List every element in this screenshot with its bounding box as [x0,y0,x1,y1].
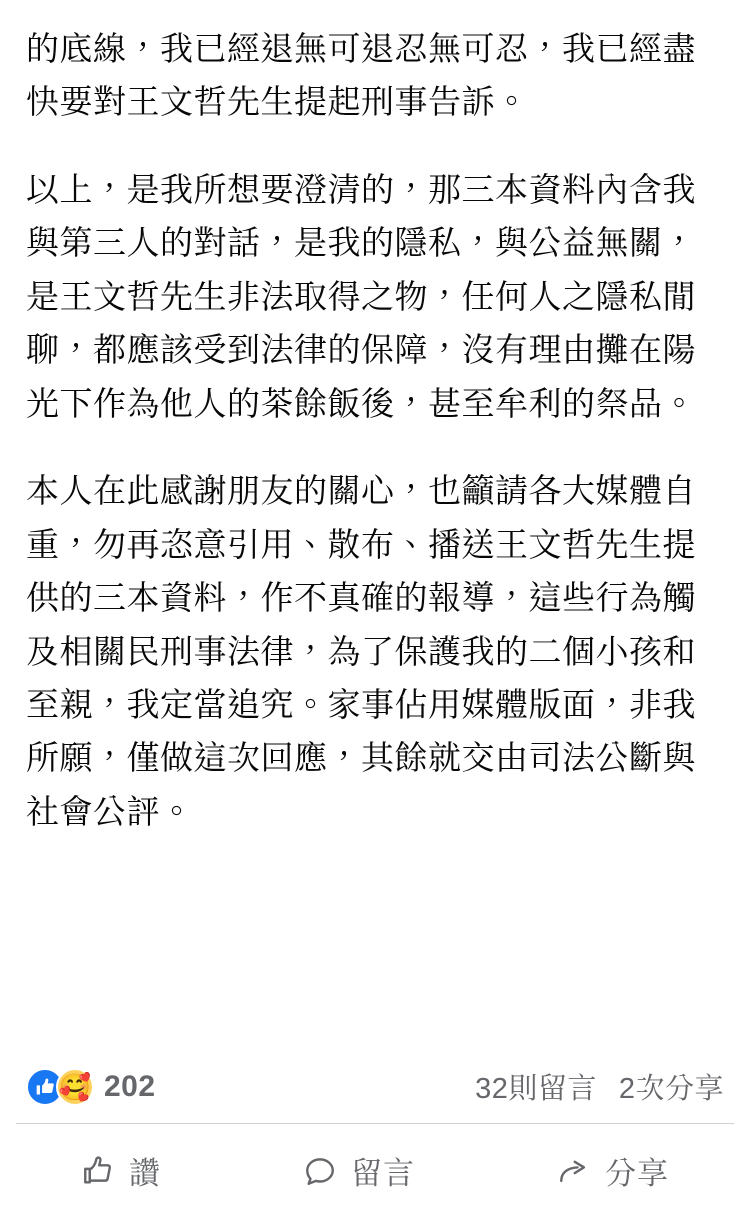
thumbs-up-outline-icon [81,1154,115,1188]
share-button-label: 分享 [605,1156,669,1191]
comment-bubble-icon [303,1154,337,1188]
reaction-summary-bar [0,1040,750,1123]
like-button[interactable] [55,1140,187,1201]
reaction-count-group[interactable] [26,1068,156,1106]
post-paragraph: 本人在此感謝朋友的關心，也籲請各大媒體自重，勿再恣意引用、散布、播送王文哲先生提供的三本資料，作不真確的報導，這些行為觸及相關民刑事法律，為了保護我的二個小孩和至親，我定當追究。家事佔用媒體版面，非我所願，僅做這次回應，其餘就交由司法公斷與社會公評。 [26,472,696,830]
reaction-icon-stack[interactable] [26,1068,94,1106]
post-footer [0,1040,750,1219]
post-paragraph: 的底線，我已經退無可退忍無可忍，我已經盡快要對王文哲先生提起刑事告訴。 [26,30,696,121]
post-action-bar [0,1124,750,1219]
share-button[interactable] [531,1140,695,1201]
comment-count-label[interactable]: 32則留言 [475,1073,597,1105]
like-button-label: 讚 [129,1156,161,1191]
comment-button[interactable] [277,1140,441,1201]
post-paragraph: 以上，是我所想要澄清的，那三本資料內含我與第三人的對話，是我的隱私，與公益無關，是王文哲先生非法取得之物，任何人之隱私閒聊，都應該受到法律的保障，沒有理由攤在陽光下作為他人的茶餘飯後，甚至牟利的祭品。 [26,170,696,422]
comment-share-counts [475,1066,724,1107]
reaction-count-label: 202 [104,1069,156,1103]
care-hug-emoji-icon[interactable]: 🥰 [56,1068,94,1106]
share-arrow-icon [557,1154,591,1188]
share-count-label[interactable]: 2次分享 [618,1073,724,1105]
comment-button-label: 留言 [351,1156,415,1191]
